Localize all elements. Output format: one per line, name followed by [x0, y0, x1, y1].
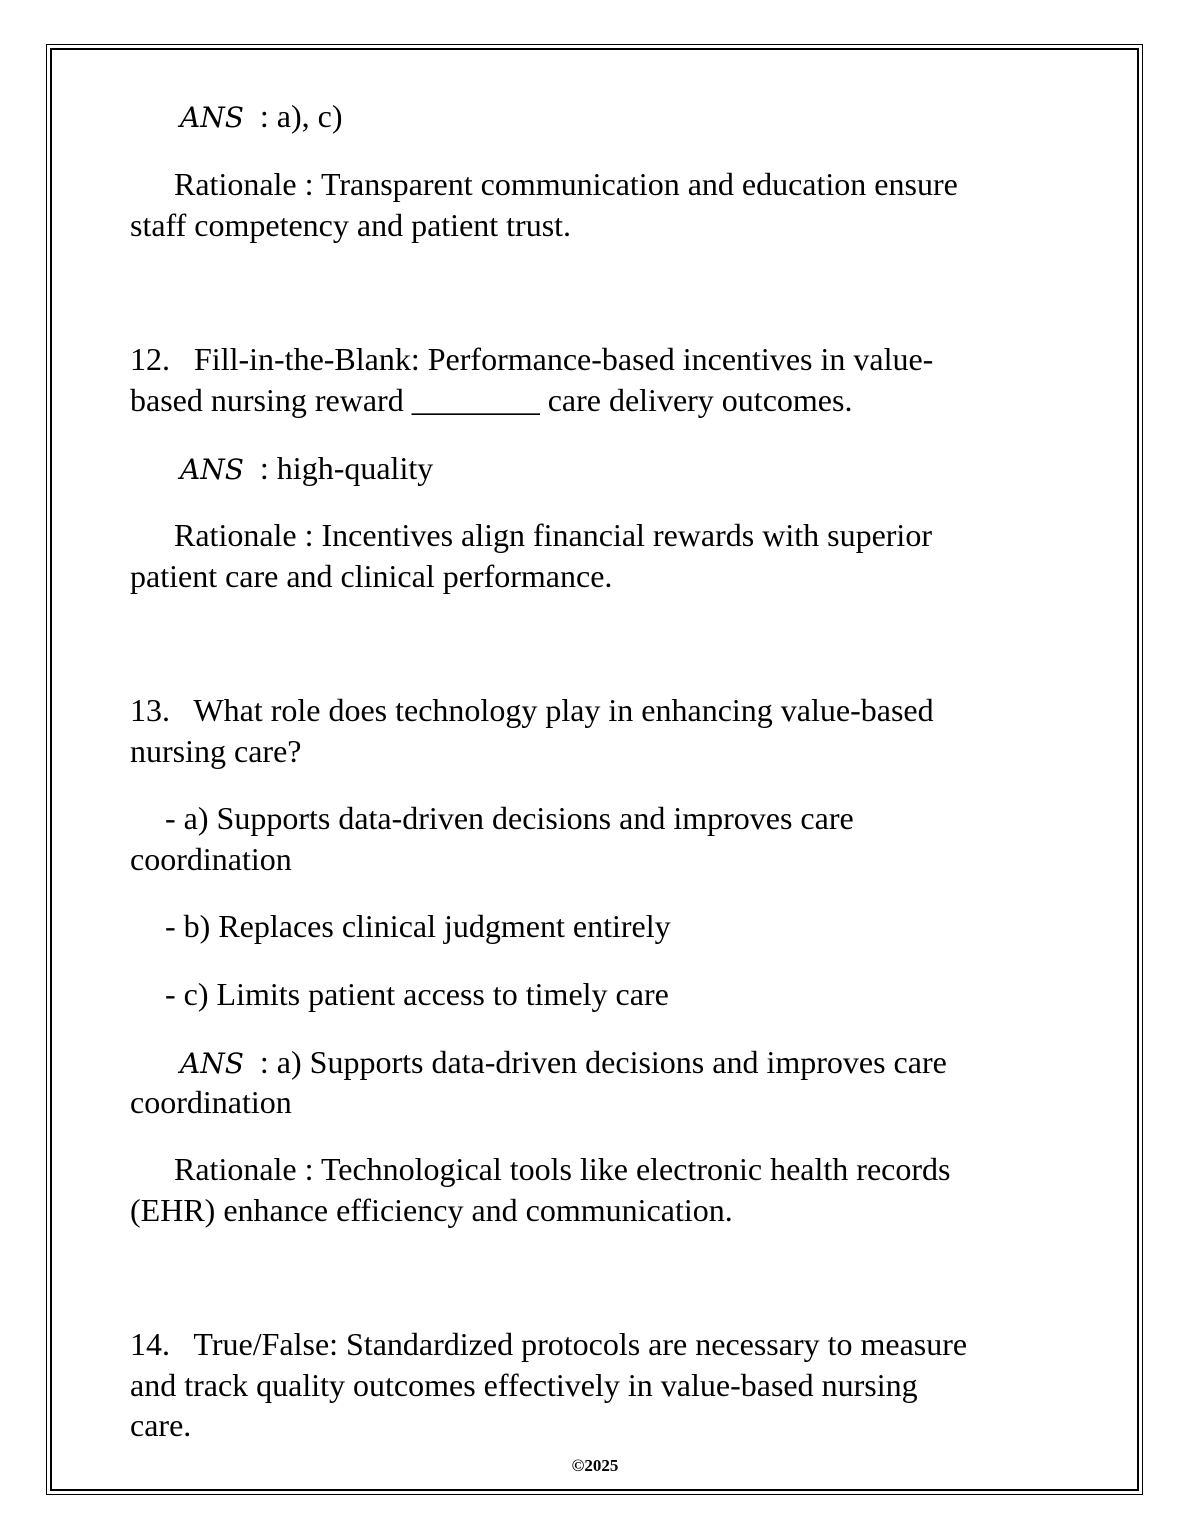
q12-rationale-line-2: patient care and clinical performance. — [130, 558, 613, 594]
q11-rationale-line-2: staff competency and patient trust. — [130, 207, 572, 243]
q13-answer-line-2: coordination — [130, 1084, 292, 1120]
q11-answer — [180, 96, 343, 138]
q13-answer — [180, 1042, 947, 1084]
q12-answer-text: : high-quality — [243, 450, 434, 486]
q13-rationale-line-2: (EHR) enhance efficiency and communication. — [130, 1192, 733, 1228]
q13-question-line-2: nursing care? — [130, 733, 302, 769]
footer-copyright: ©2025 — [571, 1456, 619, 1475]
q13-rationale-line-1: Rationale : Technological tools like electronic health records — [174, 1151, 951, 1187]
q13-option-a-line-2: coordination — [130, 841, 292, 877]
q13-question-line-1: 13. What role does technology play in enhancing value-based — [130, 692, 934, 728]
q13-answer-text: : a) Supports data-driven decisions and improves care — [243, 1044, 947, 1080]
q12-rationale-line-1: Rationale : Incentives align financial rewards with superior — [174, 517, 932, 553]
q13-option-b: - b) Replaces clinical judgment entirely — [165, 908, 671, 944]
q11-answer-label: ANS — [180, 101, 244, 134]
q11-rationale-line-1: Rationale : Transparent communication and education ensure — [174, 166, 958, 202]
q12-answer-label: ANS — [180, 453, 244, 486]
q13-option-a-line-1: - a) Supports data-driven decisions and improves care — [165, 800, 854, 836]
q13-answer-label: ANS — [180, 1047, 244, 1080]
q14-question-line-3: care. — [130, 1407, 192, 1443]
q12-question-line-2: based nursing reward ________ care delivery outcomes. — [130, 382, 853, 418]
q12-question-line-1: 12. Fill-in-the-Blank: Performance-based incentives in value- — [130, 341, 934, 377]
q11-answer-text: : a), c) — [243, 98, 343, 134]
q13-option-c: - c) Limits patient access to timely care — [165, 976, 669, 1012]
q14-question-line-1: 14. True/False: Standardized protocols are necessary to measure — [130, 1326, 968, 1362]
q14-question-line-2: and track quality outcomes effectively in value-based nursing — [130, 1367, 918, 1403]
q12-answer — [180, 448, 433, 490]
